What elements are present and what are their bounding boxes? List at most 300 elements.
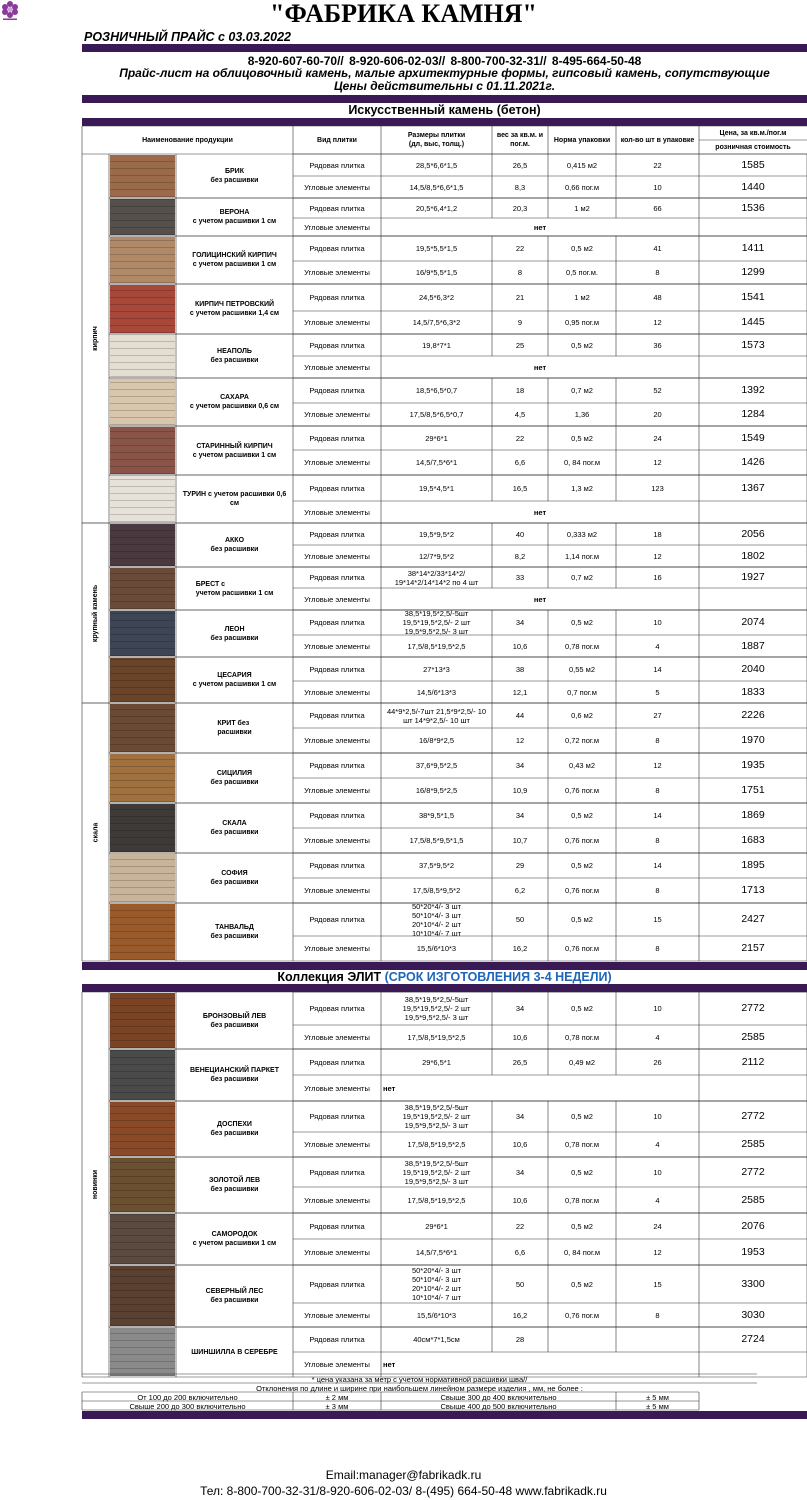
product-name: БРЕСТ с учетом расшивки 1 см: [195, 580, 274, 597]
tile-size: 19,5*5,5*1,5: [415, 244, 458, 253]
not-available: нет: [533, 222, 547, 232]
tile-weight: 34: [515, 1167, 525, 1177]
not-available: нет: [383, 1360, 396, 1369]
contact-email[interactable]: Email:manager@fabrikadk.ru: [325, 1468, 482, 1482]
pack-qty: 24: [653, 1221, 662, 1231]
pack-norm: 0,5 м2: [571, 1004, 593, 1013]
pack-qty: 5: [655, 687, 660, 697]
tile-weight: 22: [515, 433, 525, 443]
tile-type: Рядовая плитка: [309, 1167, 365, 1177]
product-photo: [110, 199, 175, 235]
pack-norm: 0,95 пог.м: [565, 318, 599, 327]
pack-norm: 1,3 м2: [571, 483, 593, 493]
tile-weight: 33: [515, 573, 525, 582]
pack-qty: 8: [655, 836, 660, 845]
product-name: ЗОЛОТОЙ ЛЕВ без расшивки: [208, 1177, 261, 1193]
pack-qty: 41: [653, 244, 662, 253]
pack-qty: 14: [653, 861, 662, 870]
pack-qty: 36: [653, 340, 662, 350]
pack-norm: 0,76 пог.м: [565, 1310, 599, 1320]
pack-qty: 48: [653, 293, 662, 302]
tile-weight: 50: [515, 1279, 525, 1289]
tile-type: Рядовая плитка: [309, 1057, 365, 1067]
pack-qty: 8: [655, 268, 660, 277]
pack-qty: 15: [653, 1279, 662, 1289]
tile-type: Угловые элементы: [304, 886, 370, 895]
retail-price: 2112: [741, 1055, 765, 1068]
tile-weight: 26,5: [512, 160, 528, 170]
pack-norm: 1 м2: [574, 203, 590, 213]
price-list-description: [82, 67, 807, 93]
tile-type: Рядовая плитка: [309, 386, 365, 395]
section-title-elite: [82, 970, 807, 984]
pack-qty: 14: [653, 811, 662, 820]
retail-price: 2040: [741, 662, 765, 675]
tile-weight: 12,1: [512, 687, 528, 697]
pack-norm: 0,5 м2: [571, 861, 593, 870]
tile-weight: 44: [515, 711, 525, 720]
retail-price: 1935: [741, 759, 765, 771]
not-available: нет: [533, 594, 547, 604]
retail-price: 2772: [741, 1165, 765, 1178]
page-title: "ФАБРИКА КАМНЯ": [270, 0, 537, 28]
pack-norm: 0,7 м2: [571, 386, 593, 395]
tile-weight: 21: [515, 293, 525, 302]
not-available: нет: [533, 507, 547, 517]
tile-size: 17,5/8,5*6,5*0,7: [409, 410, 464, 419]
column-header-qty: кол-во шт в упаковке: [620, 136, 695, 144]
tile-size: 38*9,5*1,5: [418, 811, 455, 820]
column-header-size: Размеры плитки (дл, выс, толщ.): [407, 132, 466, 148]
product-name: САМОРОДОК с учетом расшивки 1 см: [192, 1231, 277, 1247]
tile-type: Рядовая плитка: [309, 1221, 365, 1231]
pack-qty: 20: [653, 410, 662, 419]
pack-norm: 0, 84 пог.м: [563, 1247, 601, 1257]
elite-section-bar: [82, 962, 807, 970]
retail-price: 2157: [741, 942, 765, 954]
product-name: БРИК без расшивки: [210, 168, 259, 184]
retail-price: 1802: [741, 549, 765, 562]
product-photo: [110, 335, 175, 377]
tile-type: Рядовая плитка: [309, 244, 365, 253]
tile-size: 14,5/6*13*3: [416, 687, 457, 697]
tile-type: Угловые элементы: [304, 641, 370, 651]
tile-weight: 12: [515, 736, 525, 745]
tile-type: Рядовая плитка: [309, 340, 365, 350]
product-name: НЕАПОЛЬ без расшивки: [210, 348, 259, 364]
tile-weight: 40: [515, 529, 525, 539]
tile-weight: 9: [517, 318, 523, 327]
product-photo: [110, 155, 175, 197]
pack-norm: 0,78 пог.м: [565, 641, 599, 651]
tolerance-range-1-label: От 100 до 200 включительно: [137, 1393, 238, 1402]
retail-price: 1895: [741, 859, 765, 871]
pack-qty: 4: [655, 641, 660, 651]
product-photo: [110, 904, 175, 960]
category-label-text: скала: [91, 822, 99, 842]
pack-qty: 4: [655, 1140, 660, 1149]
tile-type: Угловые элементы: [304, 410, 370, 419]
product-photo: [110, 1102, 175, 1156]
pack-norm: 0,76 пог.м: [565, 836, 599, 845]
pack-qty: 15: [653, 915, 662, 924]
pack-norm: 0,5 м2: [571, 1221, 593, 1231]
retail-price: 3030: [741, 1308, 765, 1321]
tile-type: Рядовая плитка: [309, 1335, 365, 1344]
tile-weight: 38: [515, 664, 525, 674]
tile-size: 27*13*3: [423, 664, 450, 674]
product-photo: [110, 285, 175, 333]
tile-type: Рядовая плитка: [309, 203, 365, 213]
pack-qty: 8: [655, 736, 660, 745]
product-name: ГОЛИЦИНСКИЙ КИРПИЧ с учетом расшивки 1 см: [192, 252, 277, 268]
pack-norm: 0,5 м2: [571, 340, 593, 350]
pack-norm: 0,43 м2: [568, 761, 595, 770]
pack-norm: 0, 84 пог.м: [563, 458, 601, 467]
tile-type: Угловые элементы: [304, 318, 370, 327]
tile-weight: 34: [515, 618, 525, 627]
pack-norm: 0,5 м2: [571, 1112, 593, 1121]
elite-lead-time: (СРОК ИЗГОТОВЛЕНИЯ 3-4 НЕДЕЛИ): [384, 970, 612, 984]
elite-section-bar: [82, 984, 807, 992]
tile-type: Угловые элементы: [304, 507, 370, 517]
tile-size: 17,5/8,5*19,5*2,5: [407, 641, 466, 651]
pack-qty: [616, 1327, 699, 1352]
tile-type: Угловые элементы: [304, 1032, 370, 1042]
pack-norm: 0,78 пог.м: [565, 1195, 599, 1205]
product-name: ТАНВАЛЬД без расшивки: [210, 924, 259, 940]
pack-norm: 0,5 м2: [571, 244, 593, 253]
product-photo: [110, 658, 175, 702]
tile-size: 50*20*4/- 3 шт 50*10*4/- 3 шт 20*10*4/- 2 шт 10*10*4/- 7 шт: [411, 1266, 462, 1302]
pack-norm: 0,333 м2: [566, 529, 598, 539]
product-photo: [110, 804, 175, 852]
retail-price: 1585: [741, 158, 765, 171]
product-photo: [110, 1050, 175, 1100]
pack-norm: 0,76 пог.м: [565, 786, 599, 795]
tile-type: Угловые элементы: [304, 687, 370, 697]
pack-qty: 8: [655, 886, 660, 895]
column-header-price: Цена, за кв.м./пог.м: [719, 129, 787, 137]
tile-size: 17,5/8,5*19,5*2,5: [407, 1032, 466, 1042]
retail-price: 1970: [741, 734, 765, 746]
product-photo: [110, 1266, 175, 1326]
tile-weight: 8: [517, 268, 523, 277]
tile-type: Рядовая плитка: [309, 1279, 365, 1289]
pack-qty: 26: [653, 1057, 662, 1067]
product-name: КИРПИЧ ПЕТРОВСКИЙ с учетом расшивки 1,4 см: [189, 301, 280, 317]
not-available: нет: [533, 362, 547, 372]
tile-size: 38,5*19,5*2,5/-5шт 19,5*19,5*2,5/- 2 шт 19,5*9,5*2,5/- 3 шт: [402, 1103, 471, 1130]
category-label-text: крупный камень: [92, 584, 100, 642]
tile-type: Угловые элементы: [304, 736, 370, 745]
tile-type: Рядовая плитка: [309, 573, 365, 582]
product-name: ШИНШИЛЛА В СЕРЕБРЕ: [191, 1348, 278, 1356]
tile-size: 16/8*9*2,5: [418, 736, 455, 745]
pack-qty: 123: [651, 483, 664, 493]
tile-type: Угловые элементы: [304, 1083, 370, 1093]
tolerance-range-1-value: ± 2 мм: [325, 1393, 349, 1402]
tile-weight: 16,2: [512, 944, 528, 953]
retail-price: 1751: [741, 784, 765, 796]
pack-norm: 0,5 м2: [571, 915, 593, 924]
tile-size: 19,5*4,5*1: [418, 483, 455, 493]
product-photo: [110, 993, 175, 1048]
product-name: СКАЛА без расшивки: [210, 820, 259, 836]
tile-type: Рядовая плитка: [309, 761, 365, 770]
retail-price: 1887: [741, 639, 765, 652]
tile-type: Угловые элементы: [304, 1140, 370, 1149]
tolerance-range-2-value: ± 3 мм: [325, 1402, 349, 1411]
product-name: АККО без расшивки: [210, 537, 259, 553]
tile-type: Рядовая плитка: [309, 529, 365, 539]
retail-price: 1445: [741, 316, 765, 328]
tolerance-range-2-label: Свыше 200 до 300 включительно: [129, 1402, 246, 1411]
pack-qty: 12: [653, 458, 662, 467]
tile-weight: 16,5: [512, 483, 528, 493]
pack-norm: 0,49 м2: [568, 1057, 595, 1067]
tile-size: 28,5*6,6*1,5: [415, 160, 458, 170]
tile-size: 29*6*1: [425, 433, 448, 443]
tile-weight: 29: [515, 861, 525, 870]
tile-weight: 26,5: [512, 1057, 528, 1067]
retail-price: 1426: [741, 456, 765, 468]
pack-qty: 8: [655, 786, 660, 795]
tile-weight: 10,6: [512, 1140, 528, 1149]
pack-norm: 1 м2: [574, 293, 590, 302]
column-header-price-sub: розничная стоимость: [715, 143, 791, 151]
tile-size: 16/9*5,5*1,5: [415, 268, 458, 277]
pack-norm: 0,5 м2: [571, 811, 593, 820]
pack-norm: 0,415 м2: [566, 160, 598, 170]
tile-type: Угловые элементы: [304, 551, 370, 561]
product-name: СИЦИЛИЯ без расшивки: [210, 770, 259, 786]
category-label-text: новинки: [92, 1169, 99, 1200]
tile-size: 24,5*6,3*2: [418, 293, 455, 302]
product-name: СОФИЯ без расшивки: [210, 870, 259, 886]
tile-type: Угловые элементы: [304, 268, 370, 277]
tolerance-range-3-value: ± 5 мм: [646, 1393, 669, 1402]
tile-type: Рядовая плитка: [309, 293, 365, 302]
retail-price: 2772: [741, 1002, 765, 1014]
tile-weight: 34: [515, 1112, 525, 1121]
section-title-artificial-stone: Искусственный камень (бетон): [348, 103, 541, 117]
pack-qty: 12: [653, 318, 662, 327]
tile-weight: 6,6: [514, 458, 526, 467]
category-label: [82, 523, 109, 703]
product-photo: [110, 1328, 175, 1376]
pack-norm: 0,76 пог.м: [565, 944, 599, 953]
elite-title: Коллекция ЭЛИТ: [277, 970, 385, 984]
tile-size: 37,6*9,5*2,5: [415, 761, 458, 770]
tile-size: 17,5/8,5*9,5*1,5: [409, 836, 464, 845]
tile-size: 38,5*19,5*2,5/-5шт 19,5*19,5*2,5/- 2 шт 19,5*9,5*2,5/- 3 шт: [402, 995, 471, 1022]
product-name: ВЕНЕЦИАНСКИЙ ПАРКЕТ без расшивки: [189, 1067, 279, 1083]
retail-price: 1536: [741, 201, 765, 214]
pack-qty: 22: [653, 160, 662, 170]
pack-qty: 10: [653, 618, 662, 627]
pack-qty: 24: [653, 433, 662, 443]
tile-type: Угловые элементы: [304, 1195, 370, 1205]
tile-size: 20,5*6,4*1,2: [415, 203, 458, 213]
column-header-norm: Норма упаковки: [553, 136, 611, 144]
tile-size: 19,8*7*1: [422, 340, 451, 350]
pack-qty: 16: [653, 573, 662, 582]
product-name: СЕВЕРНЫЙ ЛЕС без расшивки: [205, 1288, 264, 1304]
retail-price: 1927: [741, 571, 765, 583]
price-list-date: РОЗНИЧНЫЙ ПРАЙС с 03.03.2022: [84, 30, 291, 44]
tile-weight: 34: [515, 811, 525, 820]
pack-qty: 4: [655, 1032, 660, 1042]
tolerance-range-4-label: Свыше 400 до 500 включительно: [440, 1402, 557, 1411]
category-label: [82, 992, 109, 1377]
tile-weight: 20,3: [512, 203, 528, 213]
tile-type: Рядовая плитка: [309, 160, 365, 170]
tile-type: Угловые элементы: [304, 458, 370, 467]
pack-qty: 66: [653, 203, 662, 213]
retail-price: 1683: [741, 834, 765, 846]
tile-size: 40см*7*1,5см: [413, 1335, 460, 1344]
tile-weight: 34: [515, 761, 525, 770]
product-photo: [110, 476, 175, 522]
not-available: нет: [383, 1083, 396, 1093]
retail-price: 2056: [741, 527, 765, 540]
retail-price: 1573: [741, 338, 765, 351]
price-note: * цена указана за метр с учетом нормативной расшивки швa//: [311, 1375, 528, 1384]
tile-weight: 10,7: [512, 836, 528, 845]
pack-qty: 52: [653, 386, 662, 395]
tile-weight: 10,6: [512, 1195, 528, 1205]
pack-norm: 1,36: [574, 410, 590, 419]
tile-type: Угловые элементы: [304, 362, 370, 372]
pack-norm: 0,76 пог.м: [565, 886, 599, 895]
retail-price: 1440: [741, 180, 765, 193]
tile-type: Рядовая плитка: [309, 618, 365, 627]
tile-type: Рядовая плитка: [309, 915, 365, 924]
retail-price: 1299: [741, 266, 765, 278]
pack-qty: 12: [653, 1247, 662, 1257]
pack-qty: 14: [653, 664, 662, 674]
pack-norm: [548, 1327, 616, 1352]
product-photo: [110, 1214, 175, 1264]
product-name: СТАРИННЫЙ КИРПИЧ с учетом расшивки 1 см: [192, 442, 277, 459]
retail-price: 2585: [741, 1030, 765, 1043]
tile-type: Угловые элементы: [304, 836, 370, 845]
pack-qty: 10: [653, 182, 662, 192]
description-line-2: Цены действительны с 01.11.2021г.: [333, 79, 556, 93]
pack-norm: 0,72 пог.м: [565, 736, 599, 745]
tolerance-range-3-label: Свыше 300 до 400 включительно: [440, 1393, 557, 1402]
retail-price: 2076: [741, 1219, 765, 1232]
tile-size: 37,5*9,5*2: [418, 861, 455, 870]
tile-size: 38,5*19,5*2,5/-5шт 19,5*19,5*2,5/- 2 шт 19,5*9,5*2,5/- 3 шт: [402, 1158, 471, 1186]
retail-price: 1367: [741, 481, 765, 494]
phone-numbers[interactable]: 8-920-607-60-70// 8-920-606-02-03// 8-800-700-32-31// 8-495-664-50-48: [247, 54, 642, 68]
pack-norm: 0,78 пог.м: [565, 1140, 599, 1149]
product-name: КРИТ без расшивки: [217, 720, 252, 736]
retail-price: 1953: [741, 1245, 765, 1258]
tile-size: 14,5/7,5*6*1: [415, 1247, 458, 1257]
pack-norm: 0,55 м2: [568, 664, 595, 674]
tile-weight: 22: [515, 244, 525, 253]
tile-weight: 50: [515, 915, 525, 924]
category-label: [82, 703, 109, 961]
retail-price: 1869: [741, 809, 765, 821]
tile-weight: 16,2: [512, 1310, 528, 1320]
category-label-text: кирпич: [92, 326, 99, 351]
product-photo: [110, 427, 175, 474]
tolerance-range-4-value: ± 5 мм: [646, 1402, 669, 1411]
tile-weight: 18: [515, 386, 525, 395]
tile-size: 17,5/8,5*19,5*2,5: [407, 1195, 466, 1205]
pack-qty: 12: [653, 551, 662, 561]
section-divider-bar: [82, 118, 807, 126]
header-divider-bar: [82, 95, 807, 103]
tile-size: 15,5/6*10*3: [416, 1310, 457, 1320]
product-photo: [110, 704, 175, 752]
description-line-1: Прайс-лист на облицовочный камень, малые архитектурные формы, гипсовый камень, сопутствующие: [119, 66, 770, 80]
product-photo: [110, 237, 175, 283]
tile-size: 16/8*9,5*2,5: [415, 786, 458, 795]
tile-type: Рядовая плитка: [309, 1112, 365, 1121]
pack-norm: 0,78 пог.м: [565, 1032, 599, 1042]
tile-size: 38*14*2/33*14*2/ 19*14*2/14*14*2 по 4 шт: [394, 568, 479, 587]
retail-price: 2724: [741, 1333, 765, 1345]
tile-weight: 8,2: [514, 551, 526, 561]
tile-type: Рядовая плитка: [309, 483, 365, 493]
column-header-weight: вес за кв.м. и пог.м.: [496, 132, 544, 148]
tile-size: 15,5/6*10*3: [416, 944, 457, 953]
tile-size: 38,5*19,5*2,5/-5шт 19,5*19,5*2,5/- 2 шт 19,5*9,5*2,5/- 3 шт: [402, 609, 471, 636]
tolerance-title: Отклонения по длине и ширине при наибольшем линейном размере изделия , мм, не более :: [256, 1384, 583, 1393]
retail-price: 1549: [741, 431, 765, 444]
tile-size: 29*6*1: [425, 1221, 448, 1231]
retail-price: 2226: [741, 709, 765, 721]
tile-weight: 10,9: [512, 786, 528, 795]
retail-price: 3300: [741, 1277, 765, 1290]
tile-type: Угловые элементы: [304, 182, 370, 192]
tile-size: 29*6,5*1: [422, 1057, 451, 1067]
retail-price: 1392: [741, 384, 765, 396]
pack-norm: 0,7 м2: [571, 573, 593, 582]
tile-weight: 25: [515, 340, 525, 350]
pack-norm: 0,6 м2: [571, 711, 593, 720]
tile-size: 17,5/8,5*19,5*2,5: [407, 1140, 466, 1149]
pack-norm: 1,14 пог.м: [565, 551, 599, 561]
tile-weight: 10,6: [512, 1032, 528, 1042]
tile-type: Угловые элементы: [304, 1310, 370, 1320]
retail-price: 1541: [741, 291, 765, 303]
tile-type: Угловые элементы: [304, 786, 370, 795]
retail-price: 2585: [741, 1193, 765, 1206]
pack-norm: 0,7 пог.м: [567, 687, 597, 697]
product-photo: [110, 379, 175, 425]
product-photo: [110, 754, 175, 802]
pack-norm: 0,5 м2: [571, 1279, 593, 1289]
retail-price: 1833: [741, 685, 765, 698]
product-photo: [110, 568, 175, 609]
pack-norm: 0,5 м2: [571, 433, 593, 443]
product-name: БРОНЗОВЫЙ ЛЕВ без расшивки: [202, 1012, 267, 1029]
retail-price: 2427: [741, 913, 765, 925]
tile-type: Угловые элементы: [304, 1360, 370, 1369]
pack-norm: 0,5 пог.м.: [566, 268, 598, 277]
tile-weight: 34: [515, 1004, 525, 1013]
pack-norm: 0,5 м2: [571, 618, 593, 627]
tile-size: 18,5*6,5*0,7: [415, 386, 458, 395]
contact-phones-website[interactable]: Тел: 8-800-700-32-31/8-920-606-02-03/ 8-(495) 664-50-48 www.fabrikadk.ru: [200, 1484, 607, 1498]
pack-norm: 0,5 м2: [571, 1167, 593, 1177]
